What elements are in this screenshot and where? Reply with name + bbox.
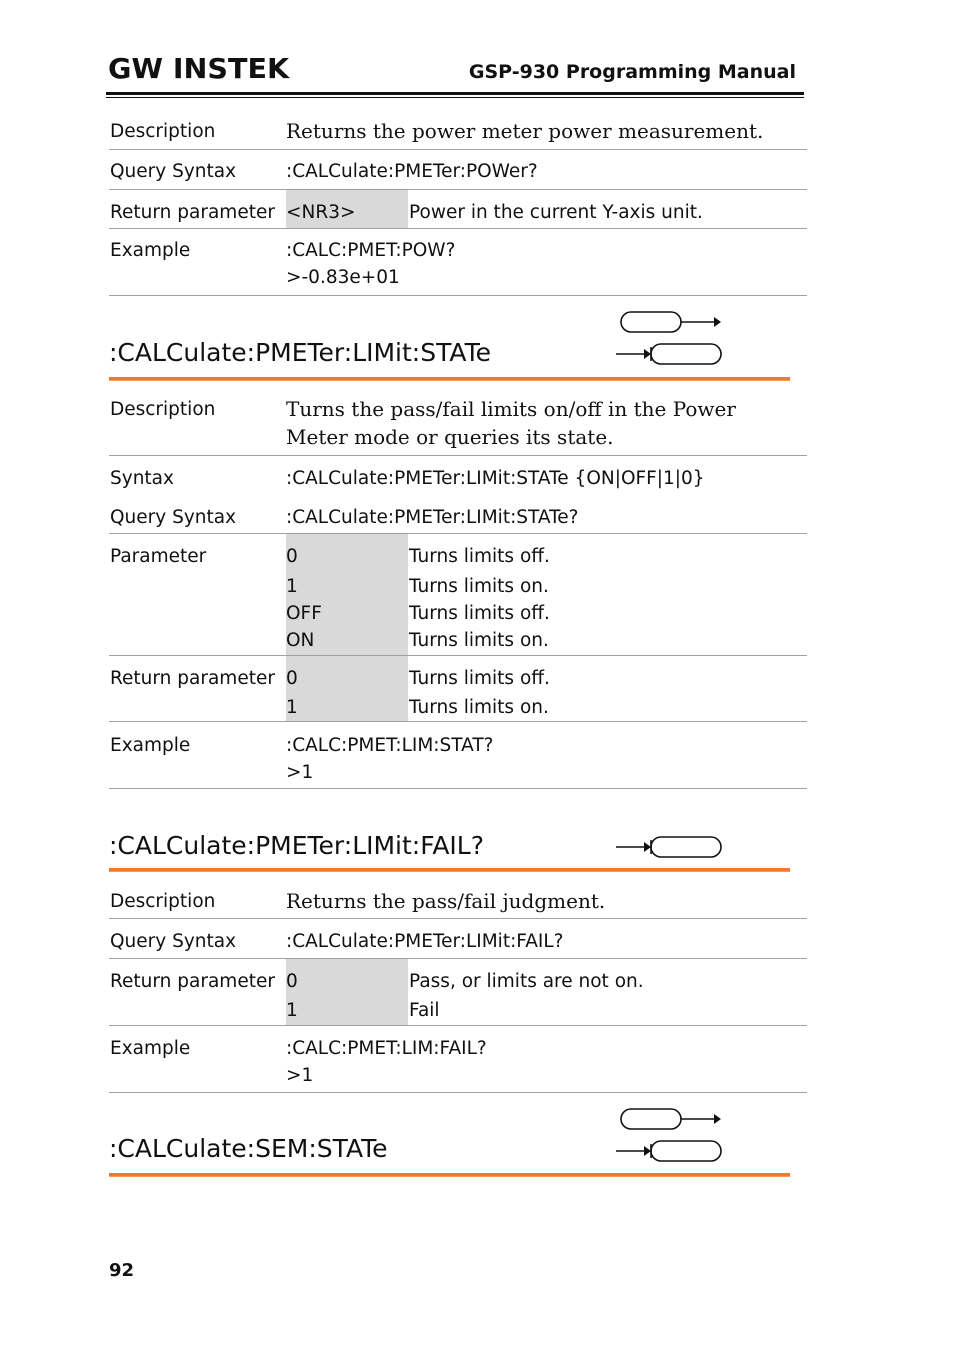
row-text: Meter mode or queries its state. [286,425,614,449]
example-line: :CALC:PMET:POW? [286,240,456,261]
table-row-description [109,884,807,919]
row-label: Query Syntax [110,931,237,952]
row-label: Syntax [110,468,174,489]
table-row-return-parameter [109,656,807,722]
query-command-icon [614,1138,724,1164]
page-number: 92 [109,1260,135,1281]
section-title: :CALCulate:PMETer:LIMit:FAIL? [109,831,484,860]
param-value: <NR3> [286,202,356,223]
param-desc: Turns limits on. [409,697,549,718]
table-row-example [109,722,807,789]
header-rule [106,92,804,95]
table-row-return-parameter [109,959,807,1026]
table-row-return-parameter [109,190,807,229]
param-value: 0 [286,971,298,992]
param-value: ON [286,630,315,651]
table-row-parameter [109,534,807,656]
param-desc: Turns limits off. [409,668,550,689]
section-title: :CALCulate:SEM:STATe [109,1134,388,1163]
row-label: Query Syntax [110,507,237,528]
row-text: Turns the pass/fail limits on/off in the Power [286,397,736,421]
manual-title: GSP-930 Programming Manual [468,61,796,83]
table-row-example [109,229,807,296]
section-rule [109,377,790,381]
param-shade [286,656,408,721]
param-value: 0 [286,668,298,689]
param-desc: Turns limits off. [409,546,550,567]
table-row-syntax [109,456,807,534]
row-label: Example [110,240,191,261]
example-line: >-0.83e+01 [286,267,400,288]
row-label: Example [110,1038,191,1059]
row-text: :CALCulate:PMETer:LIMit:STATe {ON|OFF|1|0} [286,468,705,489]
row-label: Return parameter [110,971,275,992]
example-line: :CALC:PMET:LIM:STAT? [286,735,494,756]
set-command-icon [614,1106,724,1132]
section-rule [109,1173,790,1177]
param-value: 1 [286,576,298,597]
param-desc: Turns limits off. [409,603,550,624]
row-text: :CALCulate:PMETer:LIMit:STATe? [286,507,579,528]
row-label: Example [110,735,191,756]
param-shade [286,959,408,1025]
param-value: 1 [286,1000,298,1021]
row-label: Description [110,121,216,142]
table-row-query-syntax [109,150,807,190]
param-value: 0 [286,546,298,567]
table-row-example [109,1026,807,1093]
row-label: Description [110,399,216,420]
example-line: :CALC:PMET:LIM:FAIL? [286,1038,487,1059]
param-value: 1 [286,697,298,718]
row-text: :CALCulate:PMETer:LIMit:FAIL? [286,931,564,952]
example-line: >1 [286,1065,314,1086]
query-command-icon [614,834,724,860]
param-desc: Fail [409,1000,440,1021]
row-label: Parameter [110,546,207,567]
param-desc: Turns limits on. [409,630,549,651]
query-command-icon [614,341,724,367]
row-text: Returns the pass/fail judgment. [286,889,606,913]
param-desc: Power in the current Y-axis unit. [409,202,703,223]
param-desc: Pass, or limits are not on. [409,971,644,992]
row-text: Returns the power meter power measurement. [286,119,764,143]
table-row-description [109,114,807,150]
param-value: OFF [286,603,322,624]
table-row-query-syntax [109,919,807,959]
brand-logo: GW INSTEK [108,52,290,85]
section-rule [109,868,790,872]
set-command-icon [614,309,724,335]
section-title: :CALCulate:PMETer:LIMit:STATe [109,338,491,367]
row-label: Description [110,891,216,912]
table-row-description [109,392,807,456]
row-label: Query Syntax [110,161,237,182]
row-label: Return parameter [110,668,275,689]
example-line: >1 [286,762,314,783]
header-rule-thin [106,97,804,98]
row-text: :CALCulate:PMETer:POWer? [286,161,538,182]
param-desc: Turns limits on. [409,576,549,597]
row-label: Return parameter [110,202,275,223]
